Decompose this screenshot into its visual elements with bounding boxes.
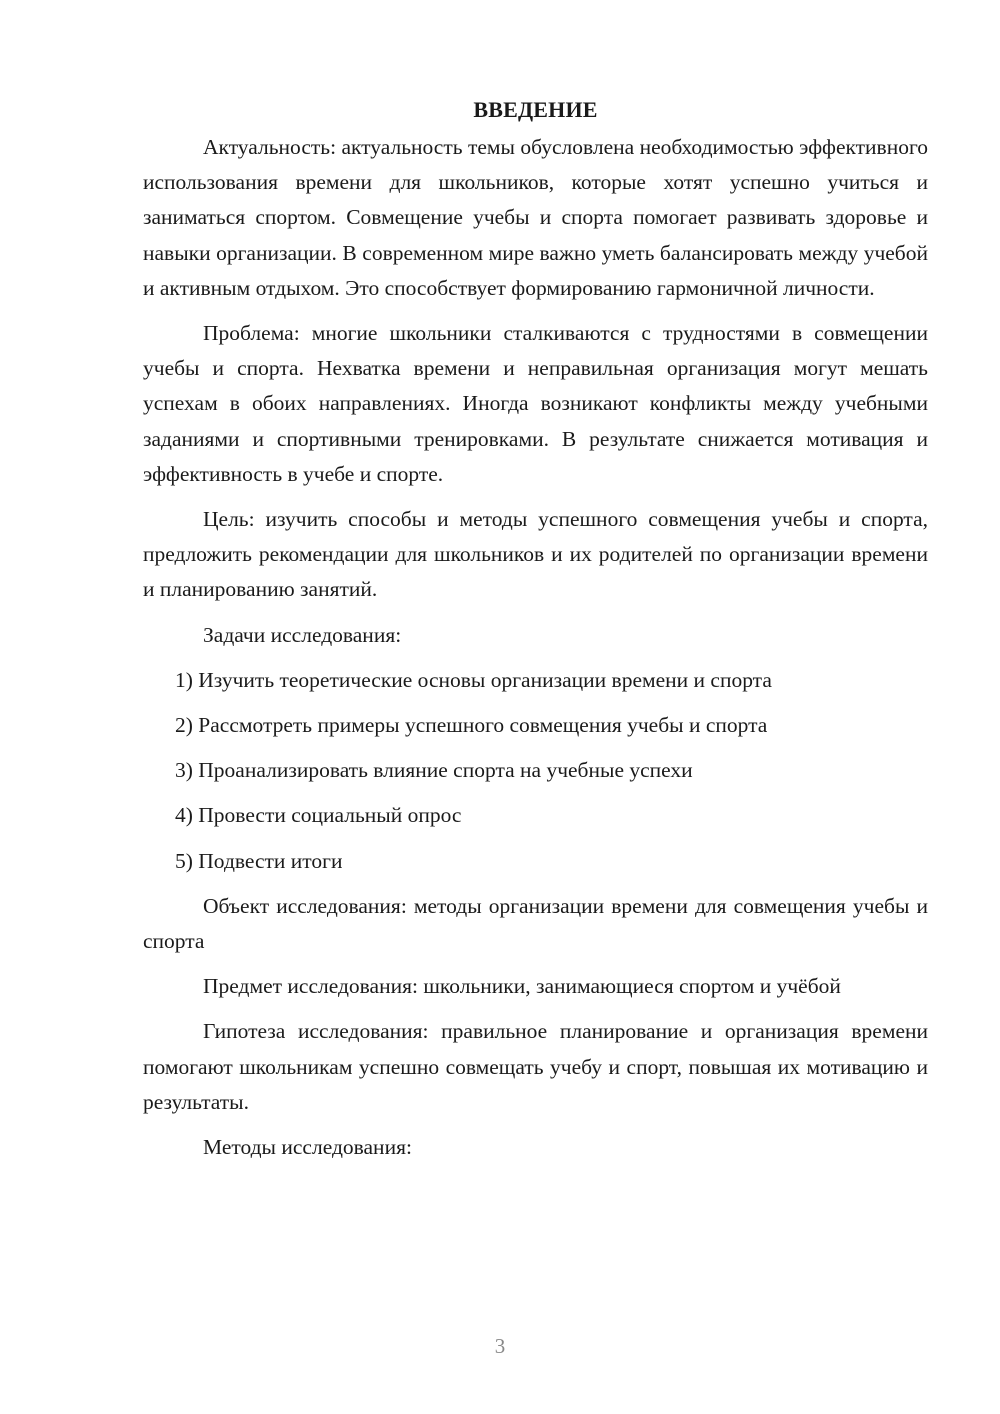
page-number: 3: [494, 1334, 506, 1358]
methods-heading: Методы исследования:: [203, 1135, 412, 1160]
subject-paragraph: Предмет исследования: школьники, занимающиеся спортом и учёбой: [203, 974, 841, 999]
list-item: 5) Подвести итоги: [175, 848, 343, 873]
tasks-heading: Задачи исследования:: [203, 622, 402, 647]
list-item: 3) Проанализировать влияние спорта на учебные успехи: [175, 758, 693, 783]
hypothesis-paragraph: Гипотеза исследования: правильное планирование и организация времени помогают школьникам успешно совмещать учебу и спорт, повышая их мотивацию и результаты.: [143, 1019, 928, 1114]
object-paragraph: Объект исследования: методы организации времени для совмещения учебы и спорта: [143, 893, 928, 954]
page-title: ВВЕДЕНИЕ: [473, 97, 598, 122]
list-item: 1) Изучить теоретические основы организации времени и спорта: [175, 667, 772, 692]
document-page: [143, 92, 928, 1175]
list-item: 4) Провести социальный опрос: [175, 803, 462, 828]
problem-paragraph: Проблема: многие школьники сталкиваются с трудностями в совмещении учебы и спорта. Нехватка времени и неправильная организация могут мешать успехам в обоих направлениях. Иногда возникают конфликты между учебными заданиями и спортивными тренировками. В результате снижается мотивация и эффективность в учебе и спорте.: [143, 321, 928, 486]
goal-paragraph: Цель: изучить способы и методы успешного совмещения учебы и спорта, предложить рекомендации для школьников и их родителей по организации времени и планированию занятий.: [143, 507, 928, 602]
tasks-list: [143, 663, 928, 879]
list-item: 2) Рассмотреть примеры успешного совмещения учебы и спорта: [175, 713, 768, 738]
relevance-paragraph: Актуальность: актуальность темы обусловлена необходимостью эффективного использования времени для школьников, которые хотят успешно учиться и заниматься спортом. Совмещение учебы и спорта помогает развивать здоровье и навыки организации. В современном мире важно уметь балансировать между учебой и активным отдыхом. Это способствует формированию гармоничной личности.: [143, 135, 928, 300]
